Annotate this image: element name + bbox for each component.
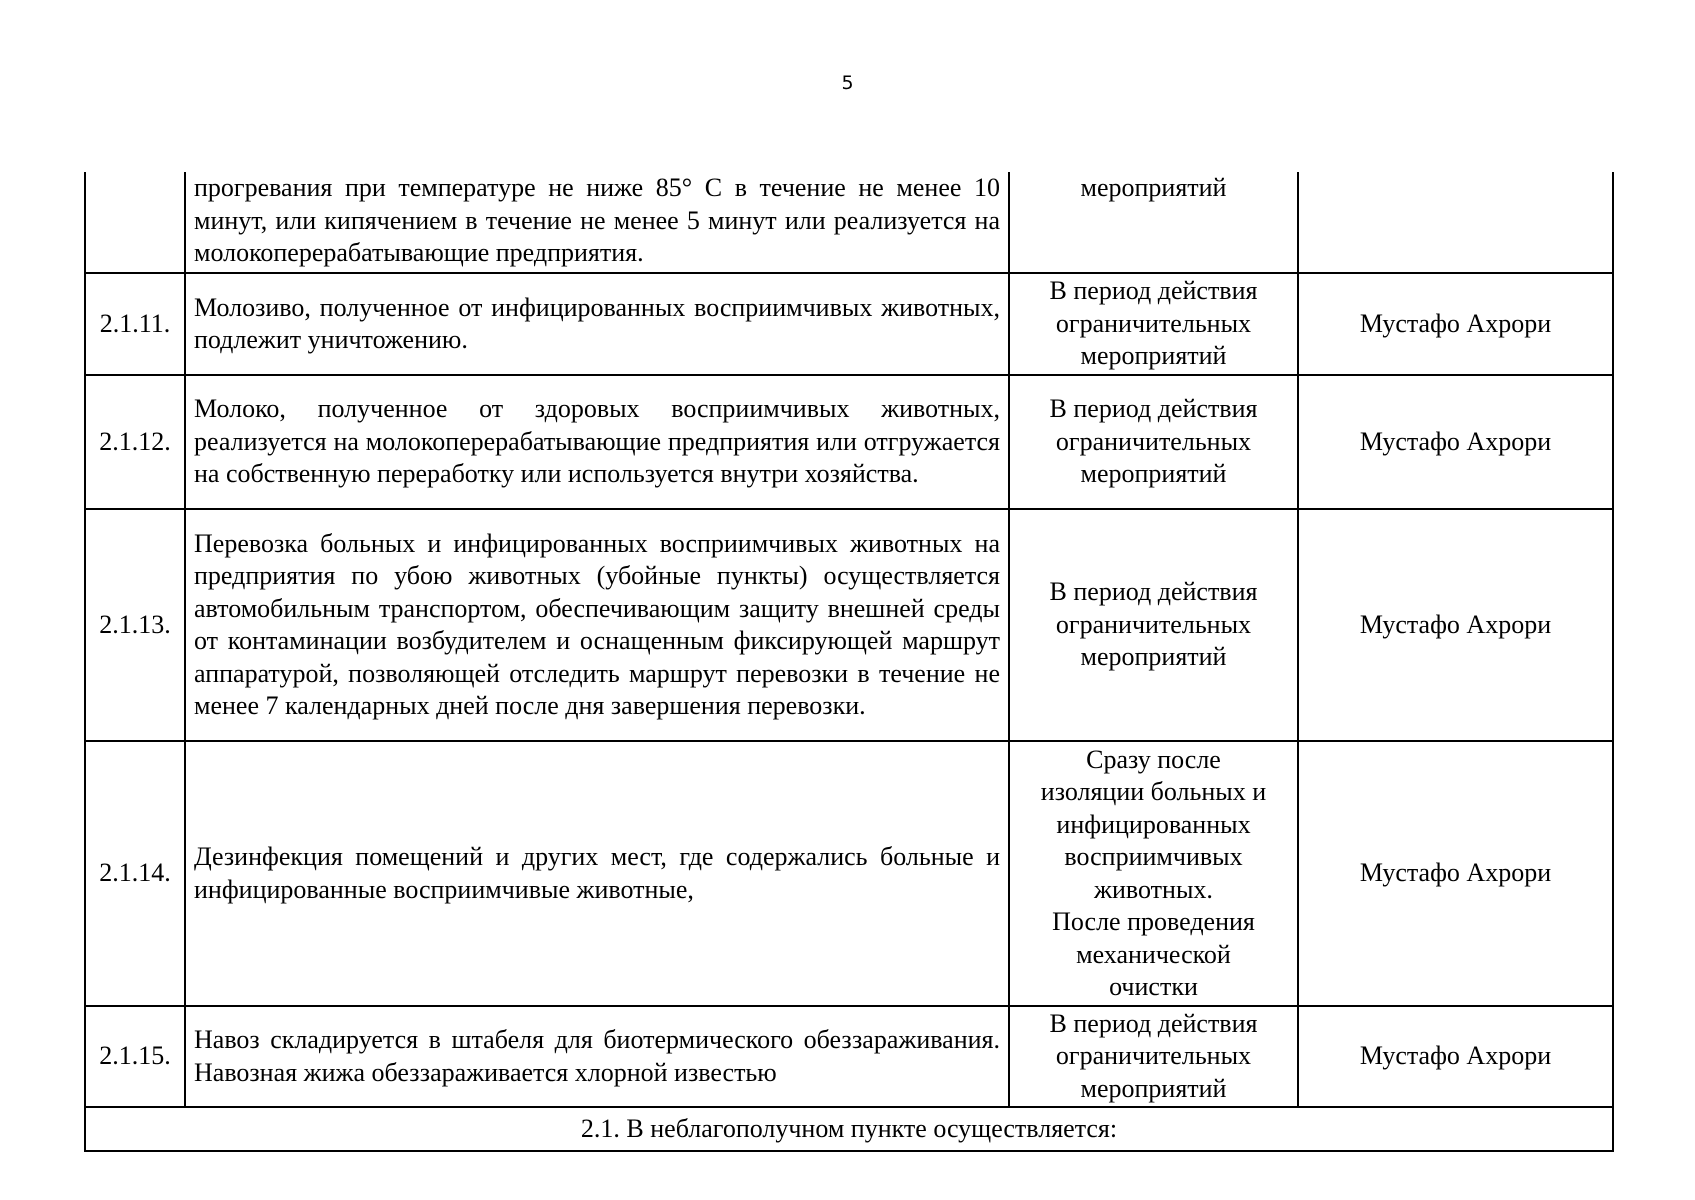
row-term xyxy=(1009,273,1298,375)
row-responsible: Мустафо Ахрори xyxy=(1298,509,1613,741)
term-line: мероприятий xyxy=(1080,459,1227,489)
row-responsible: Мустафо Ахрори xyxy=(1298,375,1613,509)
term-line: В период действия xyxy=(1049,276,1258,306)
row-number xyxy=(85,172,185,273)
term-line: мероприятий xyxy=(1080,1073,1227,1103)
term-line: В период действия xyxy=(1049,577,1258,607)
term-line: мероприятий xyxy=(1080,173,1227,202)
term-line: После проведения xyxy=(1052,907,1255,936)
row-responsible: Мустафо Ахрори xyxy=(1298,741,1613,1006)
term-line: очистки xyxy=(1109,972,1198,1001)
term-line: мероприятий xyxy=(1080,341,1227,371)
row-description: прогревания при температуре не ниже 85° С в течение не менее 10 минут, или кипячением в течение не менее 5 минут или реализуется на молокоперерабатывающие предприятия. xyxy=(185,172,1009,273)
row-responsible xyxy=(1298,172,1613,273)
term-line: В период действия xyxy=(1049,1008,1258,1038)
row-number: 2.1.14. xyxy=(85,741,185,1006)
term-line: восприимчивых xyxy=(1064,842,1243,871)
term-line: ограничительных xyxy=(1055,308,1252,338)
row-description: Навоз складируется в штабеля для биотермического обеззараживания. Навозная жижа обеззараживается хлорной известью xyxy=(185,1006,1009,1107)
row-term xyxy=(1009,1006,1298,1107)
row-description: Дезинфекция помещений и других мест, где содержались больные и инфицированные восприимчивые животные, xyxy=(185,741,1009,1006)
term-line: ограничительных xyxy=(1055,609,1252,639)
section-footer-row xyxy=(85,1107,1613,1151)
term-line: ограничительных xyxy=(1055,1041,1252,1071)
row-description: Молоко, полученное от здоровых восприимчивых животных, реализуется на молокоперерабатывающие предприятия или отгружается на собственную переработку или используется внутри хозяйства. xyxy=(185,375,1009,509)
row-number: 2.1.11. xyxy=(85,273,185,375)
row-responsible: Мустафо Ахрори xyxy=(1298,1006,1613,1107)
row-number: 2.1.15. xyxy=(85,1006,185,1107)
row-term xyxy=(1009,509,1298,741)
term-line: Сразу после xyxy=(1086,744,1221,774)
table-row xyxy=(85,273,1613,375)
table-row xyxy=(85,172,1613,273)
page-number: 5 xyxy=(841,72,854,94)
table-row xyxy=(85,509,1613,741)
row-number: 2.1.13. xyxy=(85,509,185,741)
term-line: В период действия xyxy=(1049,394,1258,424)
section-footer: 2.1. В неблагополучном пункте осуществляется: xyxy=(85,1107,1613,1151)
row-description: Перевозка больных и инфицированных восприимчивых животных на предприятия по убою животных (убойные пункты) осуществляется автомобильным транспортом, обеспечивающим защиту внешней среды от контаминации возбудителем и оснащенным фиксирующей маршрут аппаратурой, позволяющей отследить маршрут перевозки в течение не менее 7 календарных дней после дня завершения перевозки. xyxy=(185,509,1009,741)
table-row xyxy=(85,375,1613,509)
term-line: ограничительных xyxy=(1055,426,1252,456)
row-number: 2.1.12. xyxy=(85,375,185,509)
term-line: животных. xyxy=(1094,874,1213,904)
term-line: инфицированных xyxy=(1056,809,1251,839)
measures-table xyxy=(84,172,1614,1152)
row-description: Молозиво, полученное от инфицированных восприимчивых животных, подлежит уничтожению. xyxy=(185,273,1009,375)
row-term xyxy=(1009,172,1298,273)
row-term xyxy=(1009,741,1298,1006)
term-line: изоляции больных и xyxy=(1040,777,1267,806)
row-responsible: Мустафо Ахрори xyxy=(1298,273,1613,375)
table-row xyxy=(85,1006,1613,1107)
term-line: механической xyxy=(1076,939,1231,969)
row-term xyxy=(1009,375,1298,509)
term-line: мероприятий xyxy=(1080,642,1227,672)
table-row xyxy=(85,741,1613,1006)
